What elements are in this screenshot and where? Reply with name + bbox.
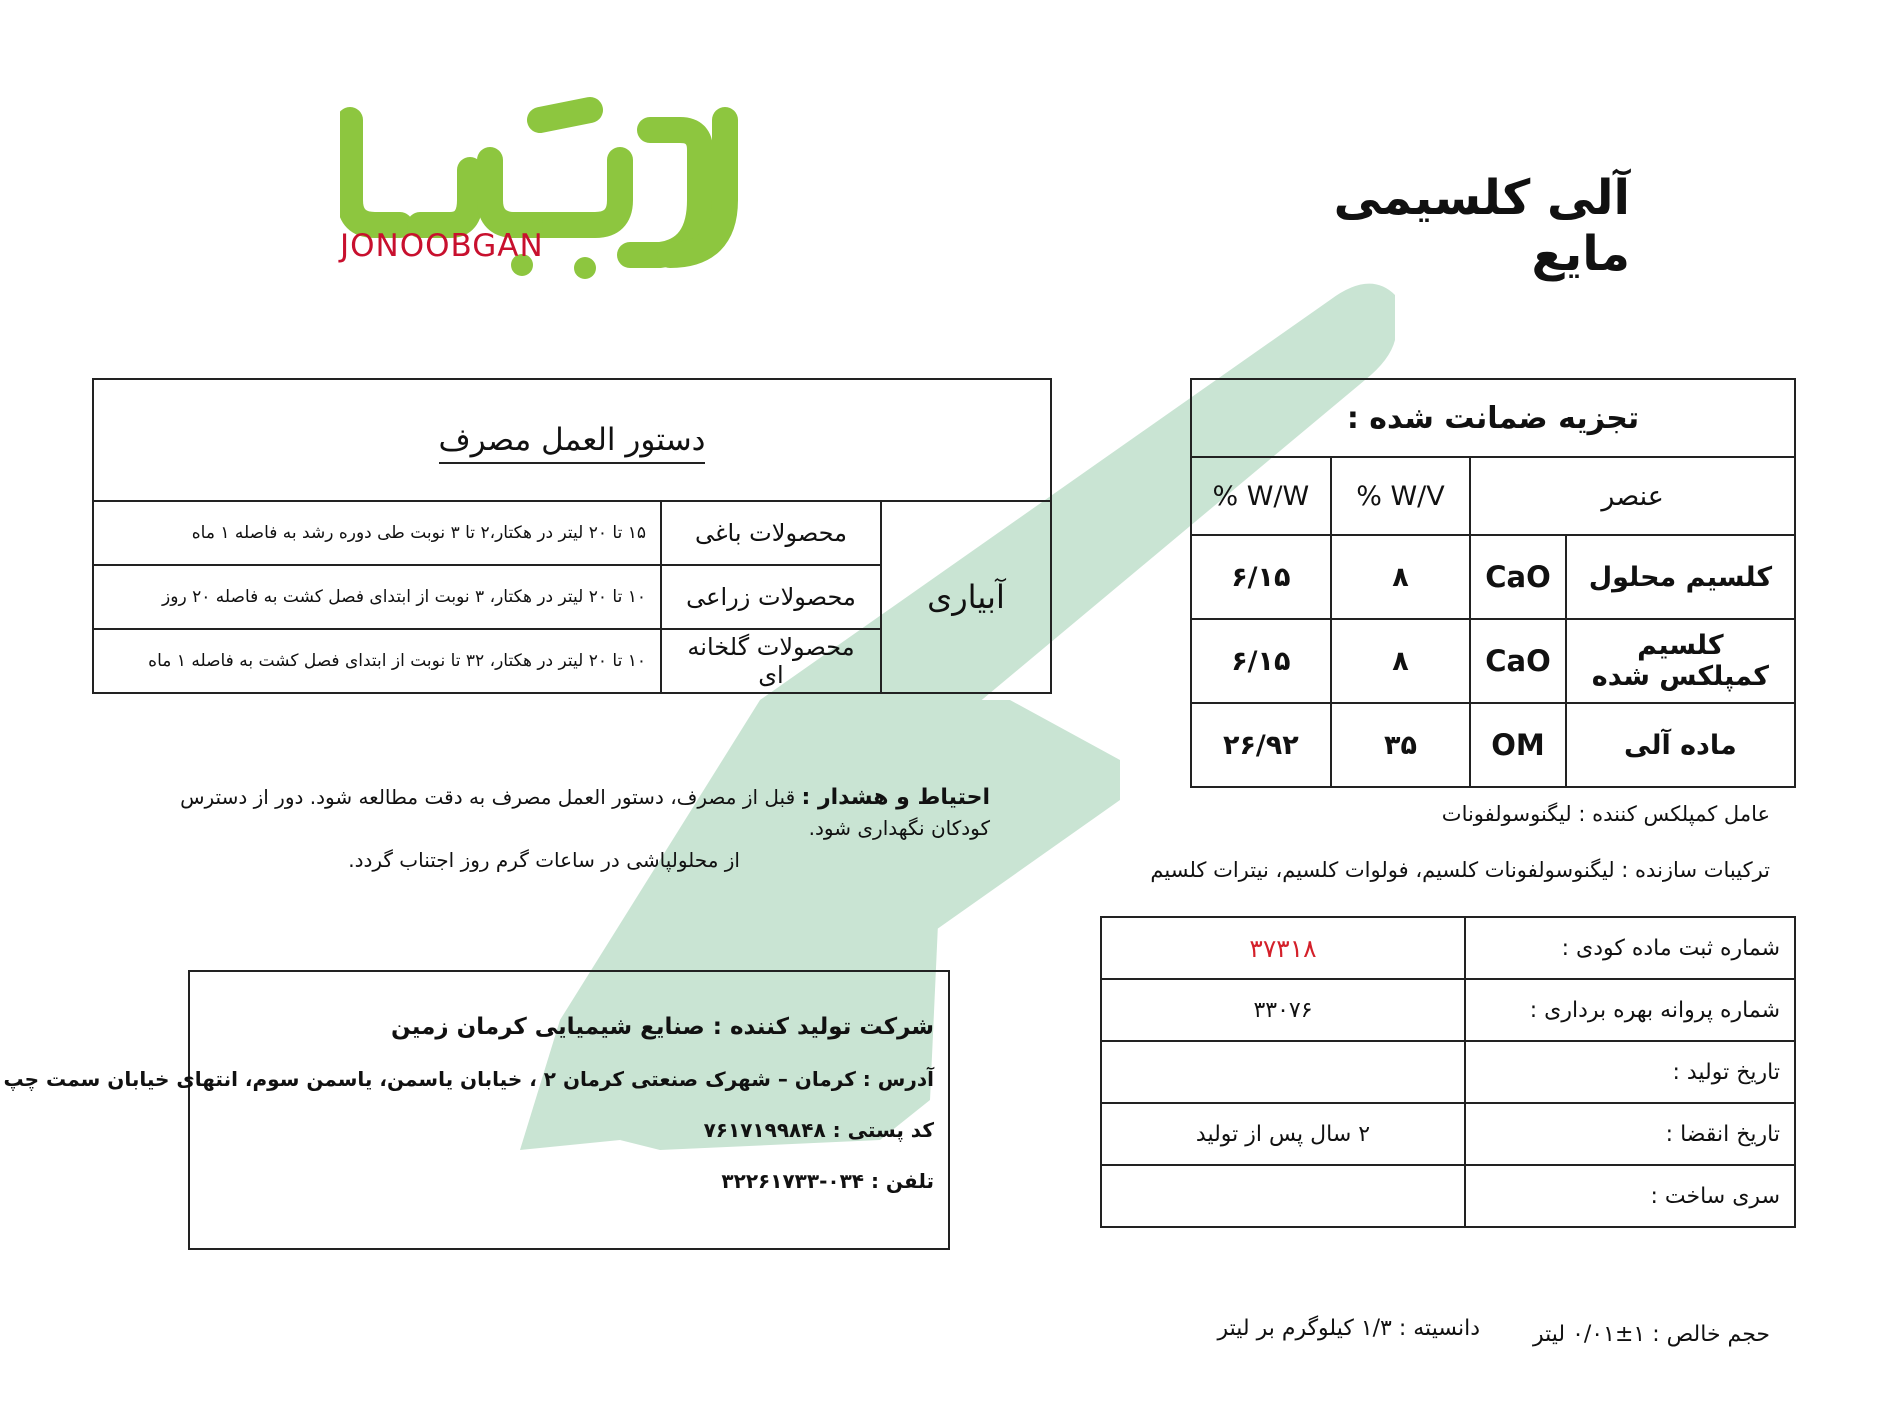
usage-dose: ۱۰ تا ۲۰ لیتر در هکتار، ۳ نوبت از ابتدای فصل کشت به فاصله ۲۰ روز xyxy=(93,565,661,629)
analysis-col-wv: % W/V xyxy=(1331,457,1471,535)
expiry-date-value: ۲ سال پس از تولید xyxy=(1101,1103,1465,1165)
batch-label: سری ساخت : xyxy=(1465,1165,1795,1227)
complexing-agent: عامل کمپلکس کننده : لیگنوسولفونات xyxy=(1441,802,1770,826)
analysis-row xyxy=(1191,619,1795,703)
production-date-value xyxy=(1101,1041,1465,1103)
usage-dose: ۱۵ تا ۲۰ لیتر در هکتار،۲ تا ۳ نوبت طی دوره رشد به فاصله ۱ ماه xyxy=(93,501,661,565)
permit-number-label: شماره پروانه بهره برداری : xyxy=(1465,979,1795,1041)
usage-crop: محصولات زراعی xyxy=(661,565,881,629)
expiry-date-label: تاریخ انقضا : xyxy=(1465,1103,1795,1165)
analysis-name: ماده آلی xyxy=(1566,703,1795,787)
warning-text xyxy=(130,782,990,843)
analysis-ww: ۶/۱۵ xyxy=(1191,535,1331,619)
production-date-label: تاریخ تولید : xyxy=(1465,1041,1795,1103)
usage-crop: محصولات باغی xyxy=(661,501,881,565)
usage-header xyxy=(93,379,1051,501)
permit-number-value: ۳۳۰۷۶ xyxy=(1101,979,1465,1041)
analysis-ww: ۲۶/۹۲ xyxy=(1191,703,1331,787)
analysis-wv: ۸ xyxy=(1331,535,1471,619)
company-phone: تلفن : ۰۳۴-۳۲۲۶۱۷۳۳ xyxy=(721,1169,934,1193)
analysis-name: کلسیم محلول xyxy=(1566,535,1795,619)
brand-latin-name: JONOOBGAN xyxy=(340,228,544,264)
net-volume: حجم خالص : ۱±۰/۰۱ لیتر xyxy=(1532,1322,1770,1347)
warning-line-2: از محلولپاشی در ساعات گرم روز اجتناب گردد. xyxy=(348,848,740,872)
company-postal: کد پستی : ۷۶۱۷۱۹۹۸۴۸ xyxy=(703,1118,934,1142)
company-name: شرکت تولید کننده : صنایع شیمیایی کرمان زمین xyxy=(391,1014,934,1040)
analysis-symbol: CaO xyxy=(1470,619,1566,703)
reg-number-value: ۳۷۳۱۸ xyxy=(1101,917,1465,979)
reg-number-label: شماره ثبت ماده کودی : xyxy=(1465,917,1795,979)
usage-header-label: دستور العمل مصرف xyxy=(439,422,706,464)
analysis-wv: ۸ xyxy=(1331,619,1471,703)
analysis-table xyxy=(1190,378,1796,788)
usage-method: آبیاری xyxy=(881,501,1051,693)
density: دانسیته : ۱/۳ کیلوگرم بر لیتر xyxy=(1217,1316,1480,1341)
company-address: آدرس : کرمان – شهرک صنعتی کرمان ۲ ، خیابان یاسمن، یاسمن سوم، انتهای خیابان سمت چپ xyxy=(3,1067,934,1091)
analysis-ww: ۶/۱۵ xyxy=(1191,619,1331,703)
analysis-col-ww: % W/W xyxy=(1191,457,1331,535)
company-box xyxy=(3,970,950,1250)
analysis-symbol: CaO xyxy=(1470,535,1566,619)
analysis-col-element: عنصر xyxy=(1470,457,1795,535)
usage-table xyxy=(92,378,1052,694)
registration-table xyxy=(1100,916,1796,1228)
analysis-wv: ۳۵ xyxy=(1331,703,1471,787)
warning-body: قبل از مصرف، دستور العمل مصرف به دقت مطالعه شود. دور از دسترس کودکان نگهداری شود. xyxy=(180,785,990,840)
usage-dose: ۱۰ تا ۲۰ لیتر در هکتار، ۳۲ تا نوبت از ابتدای فصل کشت به فاصله ۱ ماه xyxy=(93,629,661,693)
analysis-title: تجزیه ضمانت شده : xyxy=(1191,379,1795,457)
analysis-symbol: OM xyxy=(1470,703,1566,787)
usage-crop: محصولات گلخانه ای xyxy=(661,629,881,693)
analysis-name: کلسیم کمپلکس شده xyxy=(1566,619,1795,703)
product-title: آلی کلسیمی مایع xyxy=(1333,170,1630,282)
usage-row xyxy=(93,501,1051,565)
warning-label: احتیاط و هشدار : xyxy=(801,785,990,810)
components-text: ترکیبات سازنده : لیگنوسولفونات کلسیم، فولوات کلسیم، نیترات کلسیم xyxy=(1150,858,1770,882)
analysis-row xyxy=(1191,535,1795,619)
analysis-row xyxy=(1191,703,1795,787)
batch-value xyxy=(1101,1165,1465,1227)
